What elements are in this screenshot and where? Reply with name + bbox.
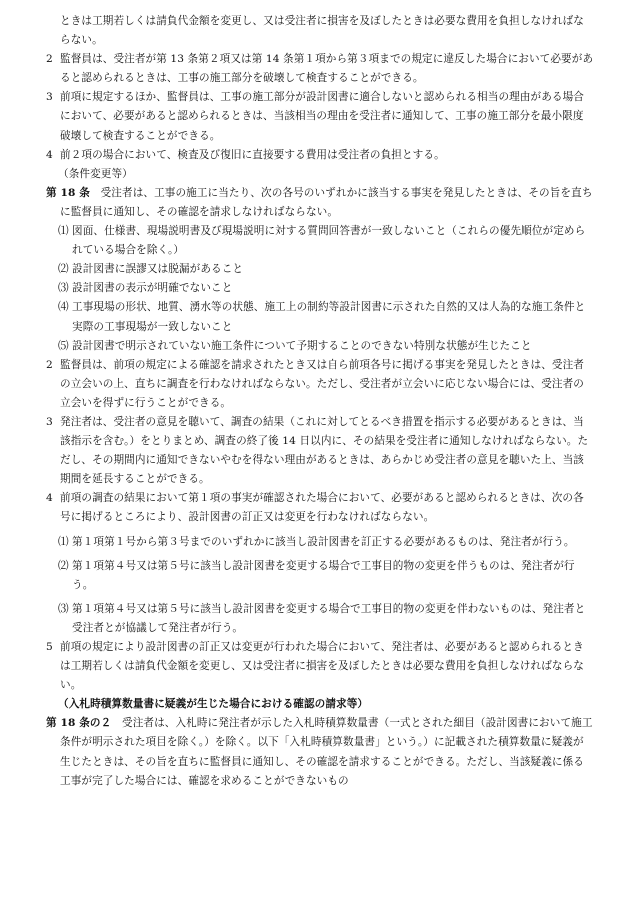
article-text: 受注者は、入札時に発注者が示した入札時積算数量書（一式とされた細目（設計図書において施工条件が明示された項目を除く。）を除く。以下「入札時積算数量書」という。）に記載された積算数量に疑義が生じたときは、その旨を直ちに監督員に通知し、その確認を請求することができる。ただし、当該疑義に係る工事が完了した場合には、確認を求めることができないもの (60, 717, 593, 787)
paragraph-continuation (46, 12, 594, 50)
sub-item-text: 図面、仕様書、現場説明書及び現場説明に対する質問回答書が一致しないこと（これらの優先順位が定められている場合を除く。） (72, 225, 586, 257)
caption-text: （条件変更等） (58, 167, 133, 180)
sub-item-text: 第１項第１号から第３号までのいずれかに該当し設計図書を訂正する必要があるものは、発注者が行う。 (72, 535, 575, 548)
sub-item-text: 工事現場の形状、地質、湧水等の状態、施工上の制約等設計図書に示された自然的又は人為的な施工条件と実際の工事現場が一致しないこと (72, 301, 586, 333)
numbered-paragraph (46, 50, 594, 88)
article-number: 第 18 条の２ (46, 717, 112, 730)
caption-text: （入札時積算数量書に疑義が生じた場合における確認の請求等） (58, 698, 369, 711)
paragraph-number: 4 (46, 492, 53, 505)
paragraph-text: 監督員は、前項の規定による確認を請求されたとき又は自ら前項各号に掲げる事実を発見したときは、受注者の立会いの上、直ちに調査を行わなければならない。ただし、受注者が立会いに応じない場合には、受注者の立会いを得ずに行うことができる。 (60, 358, 584, 409)
paragraph-number: 3 (46, 415, 53, 428)
sub-item (46, 222, 594, 260)
numbered-paragraph (46, 356, 594, 413)
sub-item (46, 557, 594, 595)
paragraph-text: ときは工期若しくは請負代金額を変更し、又は受注者に損害を及ぼしたときは必要な費用を負担しなければならない。 (60, 15, 584, 47)
sub-item-text: 設計図書で明示されていない施工条件について予期することのできない特別な状態が生じたこと (72, 339, 532, 352)
sub-item (46, 337, 594, 356)
paragraph-text: 監督員は、受注者が第 13 条第２項又は第 14 条第１項から第３項までの規定に違反した場合において必要があると認められるときは、工事の施工部分を破壊して検査することができる。 (60, 53, 594, 85)
sub-item-number: ⑴ (58, 225, 69, 238)
paragraph-text: 前項の規定により設計図書の訂正又は変更が行われた場合において、発注者は、必要があると認められるときは工期若しくは請負代金額を変更し、又は受注者に損害を及ぼしたときは必要な費用を負担しなければならない。 (60, 641, 584, 692)
paragraph-number: 5 (46, 641, 53, 653)
sub-item (46, 260, 594, 279)
sub-item (46, 279, 594, 298)
article-text: 受注者は、工事の施工に当たり、次の各号のいずれかに該当する事実を発見したときは、その旨を直ちに監督員に通知し、その確認を請求しなければならない。 (60, 186, 593, 218)
paragraph-number: 3 (46, 91, 53, 104)
paragraph-number: 4 (46, 148, 53, 161)
sub-item-number: ⑷ (58, 301, 69, 314)
sub-item-text: 設計図書の表示が明確でないこと (72, 282, 233, 295)
document-body (46, 12, 594, 791)
sub-item-number: ⑵ (58, 263, 69, 276)
sub-item-number: ⑸ (58, 339, 69, 352)
paragraph-text: 前項に規定するほか、監督員は、工事の施工部分が設計図書に適合しないと認められる相当の理由がある場合において、必要があると認められるときは、当該相当の理由を受注者に通知して、工事の施工部分を最小限度破壊して検査することができる。 (60, 91, 584, 142)
article-caption (46, 695, 594, 714)
paragraph-text: 発注者は、受注者の意見を聴いて、調査の結果（これに対してとるべき措置を指示する必要があるときは、当該指示を含む。）をとりまとめ、調査の終了後 14 日以内に、その結果を受注者に通知しなければならない。ただし、その期間内に通知できないやむを得ない理由があるときは、あらかじめ受注者の意見を聴いた上、当該期間を延長することができる。 (60, 415, 589, 486)
sub-item-text: 第１項第４号又は第５号に該当し設計図書を変更する場合で工事目的物の変更を伴うものは、発注者が行う。 (72, 559, 575, 591)
numbered-paragraph (46, 489, 594, 527)
numbered-paragraph (46, 413, 594, 489)
paragraph-text: 前２項の場合において、検査及び復旧に直接要する費用は受注者の負担とする。 (60, 148, 445, 161)
numbered-paragraph (46, 638, 594, 695)
sub-item-number: ⑴ (58, 535, 69, 548)
numbered-paragraph (46, 88, 594, 145)
paragraph-number: 2 (46, 358, 53, 371)
sub-item (46, 600, 594, 638)
article-heading (46, 714, 594, 790)
sub-item-number: ⑶ (58, 602, 69, 615)
sub-item-number: ⑵ (58, 559, 69, 572)
paragraph-text: 前項の調査の結果において第１項の事実が確認された場合において、必要があると認められるときは、次の各号に掲げるところにより、設計図書の訂正又は変更を行わなければならない。 (60, 492, 584, 524)
article-heading (46, 184, 594, 222)
sub-item-text: 第１項第４号又は第５号に該当し設計図書を変更する場合で工事目的物の変更を伴わないものは、発注者と受注者とが協議して発注者が行う。 (72, 602, 586, 634)
sub-item-number: ⑶ (58, 282, 69, 295)
article-caption (46, 165, 594, 184)
sub-item-text: 設計図書に誤謬又は脱漏があること (72, 263, 244, 276)
sub-item (46, 533, 594, 552)
article-number: 第 18 条 (46, 186, 90, 199)
sub-item (46, 298, 594, 336)
paragraph-number: 2 (46, 53, 53, 66)
numbered-paragraph (46, 146, 594, 165)
